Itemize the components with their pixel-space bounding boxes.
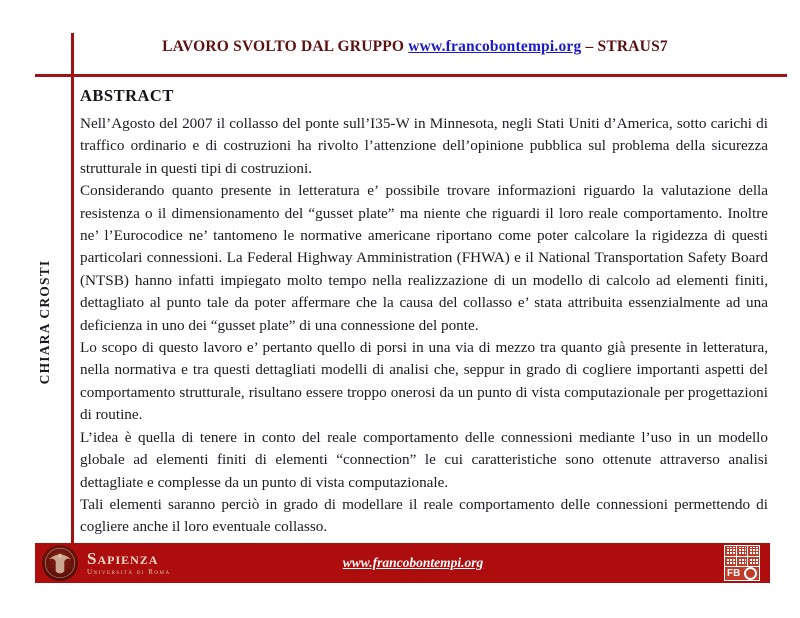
abstract-paragraph: Lo scopo di questo lavoro e’ pertanto quello di porsi in una via di mezzo tra quanto già presente in letteratura, nella normativa e tra questi dettagliati modelli di analisi che, seppur in grado di cogliere importanti aspetti del comportamento strutturale, risultano essere troppo onerosi da un punto di vista computazionale per progettazioni di routine. (80, 339, 768, 424)
vertical-rule (71, 33, 74, 543)
author-sidebar-label: CHIARA CROSTI (37, 259, 52, 385)
sapienza-logo (41, 544, 171, 582)
header-title (90, 38, 740, 56)
abstract-heading: ABSTRACT (80, 86, 174, 105)
abstract-paragraph: L’idea è quella di tenere in conto del reale comportamento delle connessioni mediante l’uso in un modello globale ad elementi finiti di elementi “connection” le cui caratteristiche sono ottenute attraverso analisi dettagliate e complesse da un punto di vista computazionale. (80, 428, 768, 491)
abstract-paragraph: Tali elementi saranno perciò in grado di modellare il reale comportamento delle connessioni permettendo di cogliere anche il loro eventuale collasso. (80, 495, 768, 536)
abstract-paragraph: Nell’Agosto del 2007 il collasso del ponte sull’I35-W in Minnesota, negli Stati Uniti d’America, sotto carichi di traffico ordinario e di costruzioni ha rivolto l’attenzione dell’opinione pubblica sul problema della sicurezza strutturale in questi tipi di costruzioni. (80, 115, 768, 177)
sapienza-wordmark (87, 550, 171, 576)
footer-bar (35, 543, 770, 583)
footer-link[interactable]: www.francobontempi.org (342, 555, 484, 570)
fbo-seal-circle-icon (744, 567, 757, 580)
fbo-seal-logo (724, 545, 760, 581)
fbo-seal-glyphs-icon (725, 546, 759, 566)
header-title-prefix: LAVORO SVOLTO DAL GRUPPO (162, 38, 409, 55)
abstract-body (80, 113, 768, 539)
horizontal-rule (35, 74, 787, 77)
header-title-suffix: – STRAUS7 (581, 38, 668, 55)
abstract-paragraph: Considerando quanto presente in letteratura e’ possibile trovare informazioni riguardo la valutazione della resistenza o il dimensionamento del “gusset plate” ma niente che riguardi il loro reale comportamento. Inoltre ne’ l’Eurocodice ne’ tantomeno le normative americane riportano come poter calcolare la rigidezza di questi particolari connessioni. La Federal Highway Amministration (FHWA) e il National Transportation Safety Board (NTSB) hanno infatti impiegato molto tempo nella realizzazione di un modello di calcolo ad elementi finiti, dettagliato al punto tale da poter affermare che la causa del collasso e’ stata attribuita essenzialmente ad una deficienza in uno dei “gusset plate” di una connessione del ponte. (80, 182, 768, 334)
sapienza-name: Sapienza (87, 549, 159, 568)
fbo-seal-bottom (725, 567, 759, 580)
fbo-seal-letters: FB (727, 568, 741, 579)
sapienza-subtitle: Università di Roma (87, 568, 171, 576)
header-link[interactable]: www.francobontempi.org (408, 38, 582, 55)
sapienza-emblem-icon (41, 544, 79, 582)
